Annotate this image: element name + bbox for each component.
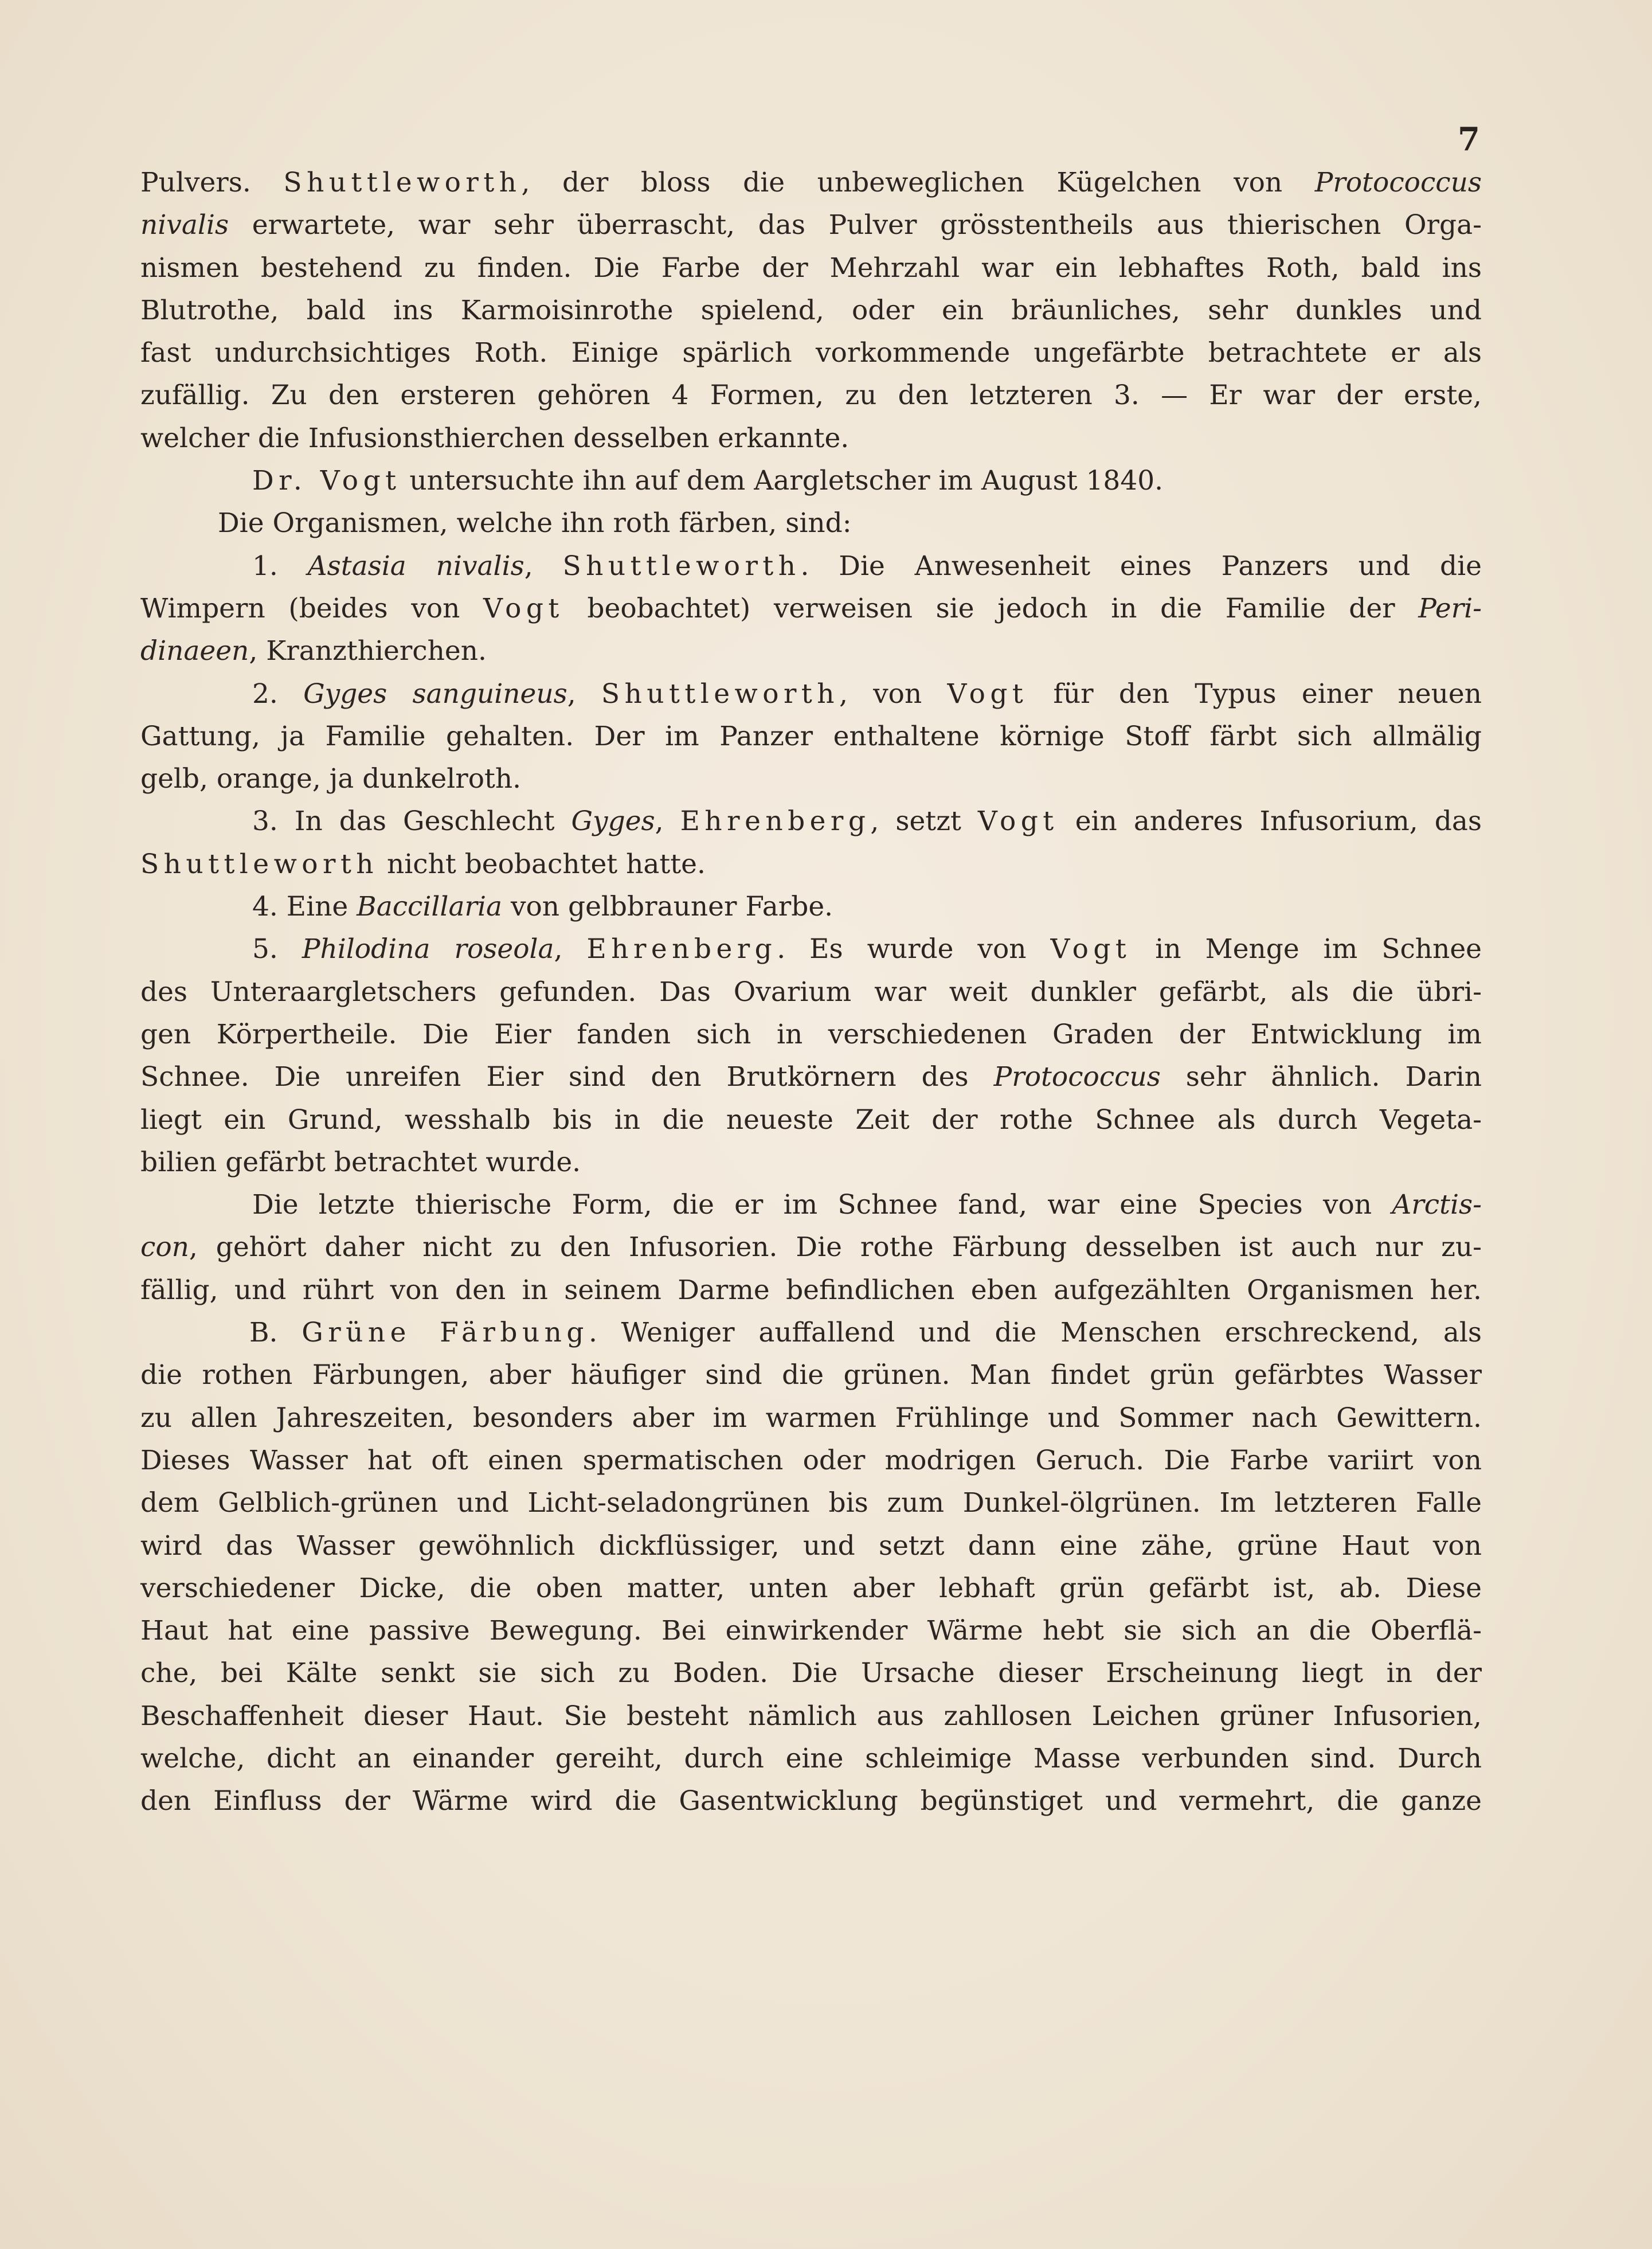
text-line — [140, 1226, 1482, 1269]
spaced-name: Grüne Färbung — [302, 1317, 589, 1349]
text-run: für den Typus einer neuen — [1028, 678, 1482, 710]
text-run: Wimpern (beides von — [140, 592, 484, 624]
text-run: in Menge im Schnee — [1131, 933, 1482, 965]
text-run: , — [554, 933, 587, 965]
text-line — [140, 1567, 1482, 1610]
italic-term: Gyges sanguineus — [303, 678, 567, 710]
italic-term: Peri- — [1418, 592, 1482, 624]
text-run: Blutrothe, bald ins Karmoisinrothe spielend, oder ein bräunliches, sehr dunkles und — [140, 294, 1482, 326]
text-run: zu allen Jahreszeiten, besonders aber im warmen Frühlinge und Sommer nach Gewittern. — [140, 1402, 1482, 1434]
text-line — [140, 374, 1482, 417]
text-run: bilien gefärbt betrachtet wurde. — [140, 1146, 581, 1178]
spaced-name: Vogt — [977, 805, 1059, 838]
italic-term: nivalis — [140, 209, 229, 241]
text-line — [140, 1397, 1482, 1440]
text-run: ein anderes Infusorium, das — [1058, 805, 1482, 838]
italic-term: Protococcus — [993, 1061, 1161, 1093]
text-run: , — [567, 678, 601, 710]
italic-term: Protococcus — [1314, 167, 1482, 198]
text-line — [140, 630, 1482, 672]
text-run: des Unteraargletschers gefunden. Das Ovarium war weit dunkler gefärbt, als die übri- — [140, 976, 1482, 1008]
text-run: che, bei Kälte senkt sie sich zu Boden. Die Ursache dieser Erscheinung liegt in der — [140, 1657, 1482, 1689]
text-line — [140, 417, 1482, 460]
text-line — [140, 758, 1482, 800]
text-line — [140, 886, 1482, 928]
text-run: 4. Eine — [252, 891, 357, 923]
text-run: wird das Wasser gewöhnlich dickflüssiger, und setzt dann eine zähe, grüne Haut von — [140, 1530, 1482, 1562]
spaced-name: Vogt — [947, 678, 1028, 710]
text-line — [140, 1184, 1482, 1226]
text-run: untersuchte ihn auf dem Aargletscher im August 1840. — [401, 465, 1164, 497]
text-run: liegt ein Grund, wesshalb bis in die neueste Zeit der rothe Schnee als durch Vegeta- — [140, 1104, 1482, 1136]
text-line — [140, 1312, 1482, 1354]
text-run: , der bloss die unbeweglichen Kügelchen von — [521, 167, 1315, 198]
text-run: erwartete, war sehr überrascht, das Pulver grösstentheils aus thierischen Orga- — [229, 209, 1482, 241]
text-run: 2. — [252, 678, 304, 710]
text-line — [140, 928, 1482, 971]
text-line — [140, 588, 1482, 630]
text-line — [140, 1354, 1482, 1397]
text-line — [140, 460, 1482, 502]
text-run: von gelbbrauner Farbe. — [502, 891, 833, 923]
text-run: sehr ähnlich. Darin — [1160, 1061, 1482, 1093]
text-run: B. — [249, 1317, 302, 1349]
text-run: die rothen Färbungen, aber häufiger sind die grünen. Man findet grün gefärbtes Wasser — [140, 1359, 1482, 1391]
text-run: fast undurchsichtiges Roth. Einige spärlich vorkommende ungefärbte betrachtete er als — [140, 337, 1482, 369]
text-line — [140, 1525, 1482, 1567]
text-run: Beschaffenheit dieser Haut. Sie besteht nämlich aus zahllosen Leichen grüner Infusorien, — [140, 1700, 1482, 1732]
italic-term: con — [140, 1231, 189, 1264]
text-line — [140, 715, 1482, 758]
text-line — [140, 1695, 1482, 1738]
text-run: dem Gelblich-grünen und Licht-seladongrünen bis zum Dunkel-ölgrünen. Im letzteren Falle — [140, 1487, 1482, 1519]
spaced-name: Shuttleworth — [283, 167, 522, 198]
text-run: . Es wurde von — [777, 933, 1051, 965]
text-run: Dieses Wasser hat oft einen spermatischen oder modrigen Geruch. Die Farbe variirt von — [140, 1444, 1482, 1476]
text-line — [140, 247, 1482, 290]
text-line — [140, 1269, 1482, 1312]
text-line — [140, 1610, 1482, 1652]
spaced-name: Vogt — [1050, 933, 1132, 965]
text-run: , setzt — [870, 805, 978, 838]
text-run: den Einfluss der Wärme wird die Gasentwicklung begünstiget und vermehrt, die ganze — [140, 1785, 1482, 1817]
text-line — [140, 204, 1482, 247]
page-number: 7 — [1458, 120, 1480, 158]
body-text — [140, 162, 1482, 1823]
italic-term: Arctis- — [1392, 1189, 1482, 1221]
text-line — [140, 1738, 1482, 1780]
text-line — [140, 971, 1482, 1014]
text-line — [140, 1056, 1482, 1098]
text-line — [140, 673, 1482, 715]
text-run: , — [655, 805, 680, 838]
text-run: 3. In das Geschlecht — [252, 805, 571, 838]
text-run: fällig, und rührt von den in seinem Darme befindlichen eben aufgezählten Organismen her. — [140, 1274, 1482, 1306]
text-line — [140, 843, 1482, 886]
spaced-name: Vogt — [483, 592, 564, 624]
text-line — [140, 332, 1482, 374]
text-run: Die letzte thierische Form, die er im Schnee fand, war eine Species von — [252, 1189, 1392, 1221]
text-run: Schnee. Die unreifen Eier sind den Brutkörnern des — [140, 1061, 994, 1093]
text-run: nismen bestehend zu finden. Die Farbe der Mehrzahl war ein lebhaftes Roth, bald ins — [140, 252, 1482, 284]
text-run: , gehört daher nicht zu den Infusorien. Die rothe Färbung desselben ist auch nur zu- — [189, 1231, 1482, 1264]
text-line — [140, 1141, 1482, 1184]
text-run: , von — [839, 678, 948, 710]
text-line — [140, 1652, 1482, 1695]
italic-term: Philodina roseola — [302, 933, 554, 965]
text-line — [140, 545, 1482, 588]
text-run: welche, dicht an einander gereiht, durch eine schleimige Masse verbunden sind. Durch — [140, 1742, 1482, 1774]
italic-term: Astasia nivalis — [307, 550, 524, 582]
text-run: . Weniger auffallend und die Menschen erschreckend, als — [588, 1317, 1482, 1349]
italic-term: dinaeen — [140, 635, 249, 667]
text-run: gelb, orange, ja dunkelroth. — [140, 763, 522, 795]
text-run: , — [524, 550, 563, 582]
text-run: nicht beobachtet hatte. — [378, 848, 706, 880]
spaced-name: Shuttleworth — [601, 678, 839, 710]
spaced-name: Shuttleworth — [140, 848, 379, 880]
spaced-name: Ehrenberg — [586, 933, 777, 965]
text-run: 1. — [252, 550, 308, 582]
text-line — [140, 800, 1482, 843]
text-line — [140, 1482, 1482, 1524]
spaced-name: Ehrenberg — [680, 805, 871, 838]
text-run: verschiedener Dicke, die oben matter, unten aber lebhaft grün gefärbt ist, ab. Diese — [140, 1572, 1482, 1604]
italic-term: Gyges — [571, 805, 655, 838]
text-run: Die Organismen, welche ihn roth färben, sind: — [218, 507, 852, 539]
text-run: . Die Anwesenheit eines Panzers und die — [800, 550, 1482, 582]
text-run: welcher die Infusionsthierchen desselben erkannte. — [140, 422, 850, 454]
spaced-name: Shuttleworth — [562, 550, 801, 582]
text-run: Pulvers. — [140, 167, 284, 198]
text-run: beobachtet) verweisen sie jedoch in die Familie der — [563, 592, 1419, 624]
text-line — [140, 1099, 1482, 1141]
text-line — [140, 162, 1482, 204]
text-line — [140, 502, 1482, 545]
text-run: zufällig. Zu den ersteren gehören 4 Formen, zu den letzteren 3. — Er war der erste, — [140, 380, 1482, 412]
spaced-name: Dr. — [252, 465, 320, 497]
text-line — [140, 290, 1482, 332]
italic-term: Baccillaria — [357, 891, 502, 923]
text-line — [140, 1780, 1482, 1822]
text-line — [140, 1440, 1482, 1482]
text-run: 5. — [252, 933, 302, 965]
text-run: Haut hat eine passive Bewegung. Bei einwirkender Wärme hebt sie sich an die Oberflä- — [140, 1615, 1482, 1647]
text-run: Gattung, ja Familie gehalten. Der im Panzer enthaltene körnige Stoff färbt sich allmälig — [140, 720, 1482, 752]
text-run: , Kranzthierchen. — [249, 635, 487, 667]
text-run: gen Körpertheile. Die Eier fanden sich in verschiedenen Graden der Entwicklung im — [140, 1018, 1482, 1050]
text-line — [140, 1014, 1482, 1056]
spaced-name: Vogt — [320, 465, 401, 497]
